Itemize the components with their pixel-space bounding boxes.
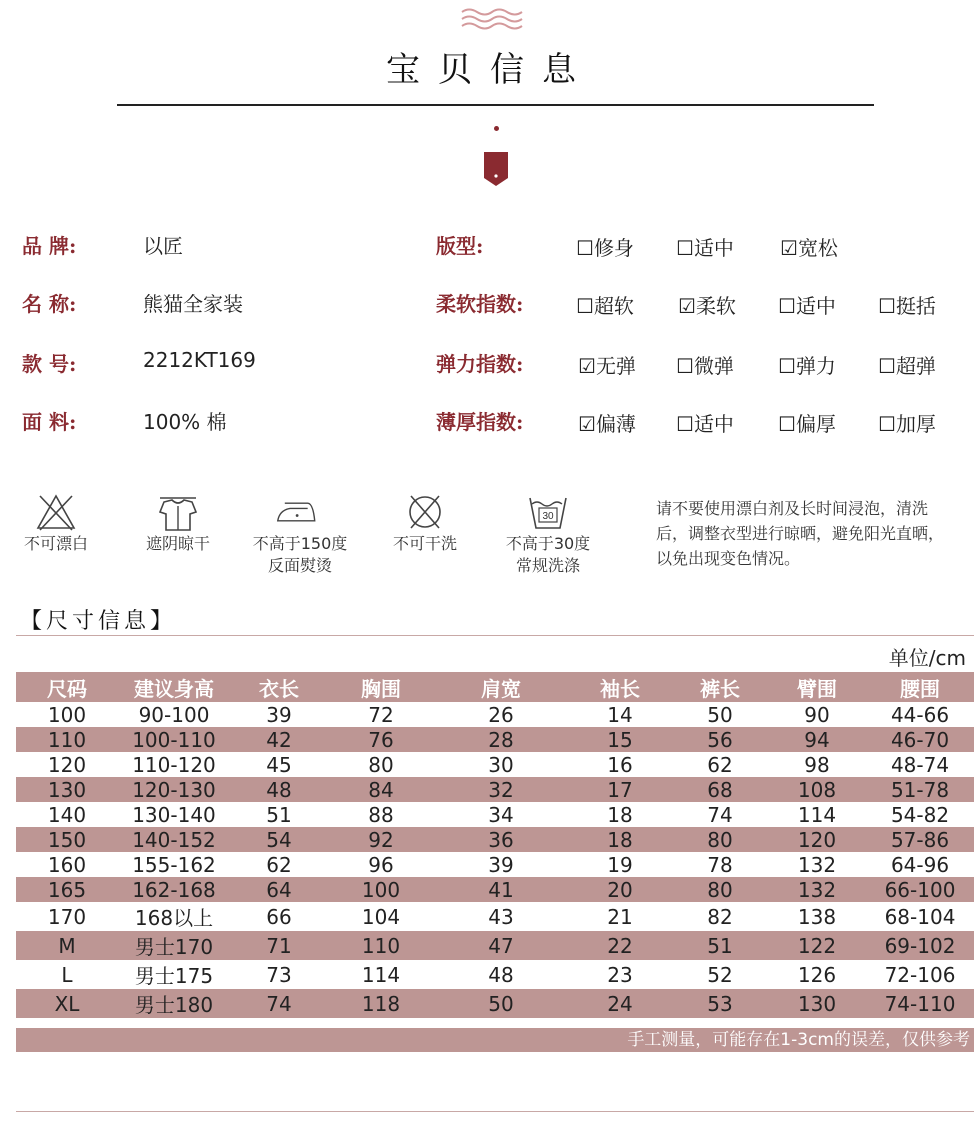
size-table-cell: 52 [707,962,733,987]
size-table-cell: 28 [434,727,568,752]
size-table-cell: 138 [797,904,837,929]
size-table-cell: 80 [672,877,768,902]
size-table-cell: 130-140 [132,802,216,827]
size-table-row [16,827,974,852]
header-sleeve: 袖长 [568,672,672,702]
size-table-cell: 82 [707,904,733,929]
checkbox-unchecked-icon: ☐ [676,354,694,378]
size-table-row [16,777,974,802]
size-table-cell: 19 [607,852,633,877]
iron-label [238,533,362,577]
header-size: 尺码 [16,672,118,702]
size-table-cell: 118 [328,989,434,1018]
iron-label-line2: 反面熨烫 [267,556,332,575]
size-table-cell: 48-74 [890,752,950,777]
size-table-cell: 110 [328,931,434,960]
softness-label: 柔软指数: [436,292,524,316]
size-table-cell: 51-78 [866,777,974,802]
checkbox-unchecked-icon: ☐ [676,236,694,260]
name-value: 熊猫全家装 [143,292,243,316]
checkbox-unchecked-icon: ☐ [778,412,796,436]
size-table-cell: XL [16,989,118,1018]
size-section-title: 【尺寸信息】 [20,609,177,634]
title-divider [117,104,874,106]
wash-30-icon [526,492,570,532]
thickness-option-thin: ☑偏薄 [578,412,636,436]
size-table-cell: 72-106 [884,962,956,987]
size-table-cell: 34 [488,802,514,827]
dot-decoration [494,126,499,131]
size-section-divider [16,635,974,636]
size-table-row [16,877,974,902]
brand-value: 以匠 [143,234,183,258]
size-table-cell: 104 [361,904,401,929]
size-table-cell: 150 [16,827,118,852]
care-note: 请不要使用漂白剂及长时间浸泡，清洗后，调整衣型进行晾晒，避免阳光直晒，以免出现变色情况。 [656,499,945,568]
size-table-cell: 51 [266,802,292,827]
size-table-row [16,902,974,931]
size-table-cell: 74 [707,802,733,827]
size-table-cell: 24 [568,989,672,1018]
size-table-cell: 66-100 [866,877,974,902]
size-table-cell: 46-70 [866,727,974,752]
size-table-cell: 96 [368,852,394,877]
checkbox-unchecked-icon: ☐ [576,294,594,318]
size-table-cell: 56 [672,727,768,752]
iron-icon [276,492,320,532]
size-table-cell: 48 [230,777,328,802]
size-table-cell: 100 [328,877,434,902]
size-table-cell: 男士180 [118,989,230,1018]
size-table-cell: 66 [266,904,292,929]
size-table-cell: 80 [672,827,768,852]
size-table-cell: 14 [607,702,633,727]
size-table-cell: 88 [368,802,394,827]
size-table-cell: 21 [607,904,633,929]
size-table-cell: 80 [368,752,394,777]
no-bleach-icon [34,492,78,532]
measurement-note-text: 手工测量，可能存在1-3cm的误差，仅供参考 [627,1030,970,1050]
checkbox-checked-icon: ☑ [678,294,696,318]
size-table-cell: 78 [707,852,733,877]
size-table-header [16,672,974,702]
checkbox-checked-icon: ☑ [578,354,596,378]
header-pants-length: 裤长 [672,672,768,702]
fit-option-slim: ☐修身 [576,236,634,260]
shade-dry-label: 遮阴晾干 [145,534,210,553]
size-table-cell: 57-86 [866,827,974,852]
size-table-cell: 132 [768,877,866,902]
size-table-cell: 100-110 [118,727,230,752]
size-table-cell: 84 [328,777,434,802]
checkbox-unchecked-icon: ☐ [878,294,896,318]
size-table-cell: 39 [488,852,514,877]
size-table-row [16,960,974,989]
size-table-cell: 32 [434,777,568,802]
size-table-cell: 51 [672,931,768,960]
thickness-option-thick: ☐偏厚 [778,412,836,436]
size-table-cell: 120 [768,827,866,852]
elasticity-option-slight: ☐微弹 [676,354,734,378]
size-table-cell: 53 [672,989,768,1018]
size-table-cell: 20 [568,877,672,902]
size-table-cell: 16 [607,752,633,777]
header-chest: 胸围 [328,672,434,702]
header-waist: 腰围 [866,672,974,702]
size-table-cell: 132 [797,852,837,877]
size-table-cell: 68-104 [884,904,956,929]
size-table-cell: 122 [768,931,866,960]
header-hip: 臂围 [768,672,866,702]
size-table-cell: 72 [368,702,394,727]
size-table-cell: 15 [568,727,672,752]
checkbox-unchecked-icon: ☐ [778,354,796,378]
size-table-row [16,931,974,960]
no-bleach-label: 不可漂白 [23,534,88,553]
checkbox-unchecked-icon: ☐ [576,236,594,260]
size-table-cell: 45 [266,752,292,777]
size-table-cell: 165 [16,877,118,902]
softness-option-medium: ☐适中 [778,294,836,318]
shade-dry-icon [156,494,200,534]
header-length: 衣长 [230,672,328,702]
measurement-note [16,1028,974,1052]
size-table-row [16,702,974,727]
size-table-cell: 43 [488,904,514,929]
size-table-cell: 110-120 [132,752,216,777]
size-table-cell: 54-82 [890,802,950,827]
size-table-cell: 92 [328,827,434,852]
size-table-cell: 76 [328,727,434,752]
header-height: 建议身高 [118,672,230,702]
size-table-cell: 42 [230,727,328,752]
size-table-row [16,802,974,827]
wave-decoration-icon [460,6,524,32]
brand-label: 品 牌: [22,234,77,258]
header-shoulder: 肩宽 [434,672,568,702]
size-table-cell: 男士175 [134,964,214,988]
wash-label-line1: 不高于30度 [505,534,591,553]
style-number-label: 款 号: [22,352,77,376]
size-table-cell: 23 [607,962,633,987]
size-table-row [16,727,974,752]
style-number-value: 2212KT169 [143,348,256,372]
fit-option-regular: ☐适中 [676,236,734,260]
size-table-cell: 22 [568,931,672,960]
size-table-cell: 64-96 [890,852,950,877]
size-table-cell: 108 [768,777,866,802]
size-table-cell: 155-162 [132,852,216,877]
softness-option-super-soft: ☐超软 [576,294,634,318]
size-table-cell: 26 [488,702,514,727]
size-table-cell: 48 [488,962,514,987]
softness-option-soft: ☑柔软 [678,294,736,318]
thickness-label: 薄厚指数: [436,410,524,434]
size-table-row [16,852,974,877]
size-table-cell: 39 [266,702,292,727]
size-table-cell: 90 [804,702,830,727]
size-table-cell: 110 [16,727,118,752]
size-table-cell: 62 [266,852,292,877]
size-table [16,672,974,1018]
unit-label: 单位/cm [888,646,966,670]
checkbox-unchecked-icon: ☐ [676,412,694,436]
thickness-option-medium: ☐适中 [676,412,734,436]
elasticity-option-super: ☐超弹 [878,354,936,378]
wash-label-line2: 常规洗涤 [515,556,580,575]
page-title: 宝贝信息 [386,50,594,90]
elasticity-option-stretch: ☐弹力 [778,354,836,378]
size-table-cell: 168以上 [134,906,214,930]
no-dry-clean-icon [403,492,447,532]
size-table-cell: 140-152 [118,827,230,852]
checkbox-unchecked-icon: ☐ [778,294,796,318]
wash-temp-text: 30 [542,511,554,522]
size-table-cell: 36 [434,827,568,852]
size-table-cell: 170 [47,904,87,929]
size-table-cell: 74 [230,989,328,1018]
size-table-cell: 47 [434,931,568,960]
size-table-cell: M [16,931,118,960]
size-table-cell: 98 [804,752,830,777]
size-table-cell: 100 [47,702,87,727]
fit-label: 版型: [436,234,484,258]
size-table-cell: 50 [434,989,568,1018]
checkbox-unchecked-icon: ☐ [878,354,896,378]
thickness-option-extra-thick: ☐加厚 [878,412,936,436]
size-table-cell: 114 [361,962,401,987]
checkbox-checked-icon: ☑ [780,236,798,260]
size-table-cell: 114 [797,802,837,827]
size-table-cell: 126 [797,962,837,987]
tag-icon [484,152,508,186]
size-table-cell: 男士170 [118,931,230,960]
size-table-cell: 130 [768,989,866,1018]
size-table-cell: 73 [266,962,292,987]
size-table-cell: 120 [47,752,87,777]
size-table-cell: 62 [707,752,733,777]
size-table-cell: 64 [230,877,328,902]
size-table-cell: 50 [707,702,733,727]
size-table-cell: 68 [672,777,768,802]
size-table-cell: 69-102 [866,931,974,960]
size-table-cell: 18 [568,827,672,852]
size-table-cell: 140 [47,802,87,827]
size-table-cell: 71 [230,931,328,960]
elasticity-option-none: ☑无弹 [578,354,636,378]
size-table-cell: 54 [230,827,328,852]
size-table-cell: 120-130 [118,777,230,802]
size-table-row [16,989,974,1018]
fabric-value: 100% 棉 [143,410,227,434]
size-table-cell: 162-168 [118,877,230,902]
name-label: 名 称: [22,292,77,316]
size-table-cell: 44-66 [890,702,950,727]
bottom-divider [16,1111,974,1112]
size-table-row [16,752,974,777]
size-table-cell: L [61,962,73,987]
wash-label [486,533,610,577]
size-table-cell: 90-100 [138,702,210,727]
size-table-cell: 160 [47,852,87,877]
size-table-cell: 41 [434,877,568,902]
softness-option-crisp: ☐挺括 [878,294,936,318]
size-table-cell: 18 [607,802,633,827]
checkbox-checked-icon: ☑ [578,412,596,436]
fabric-label: 面 料: [22,410,77,434]
elasticity-label: 弹力指数: [436,352,524,376]
size-table-cell: 74-110 [866,989,974,1018]
size-table-cell: 130 [16,777,118,802]
size-table-cell: 17 [568,777,672,802]
checkbox-unchecked-icon: ☐ [878,412,896,436]
size-table-cell: 94 [768,727,866,752]
fit-option-loose: ☑宽松 [780,236,838,260]
iron-label-line1: 不高于150度 [252,534,348,553]
no-dry-clean-label: 不可干洗 [392,534,457,553]
size-table-cell: 30 [488,752,514,777]
